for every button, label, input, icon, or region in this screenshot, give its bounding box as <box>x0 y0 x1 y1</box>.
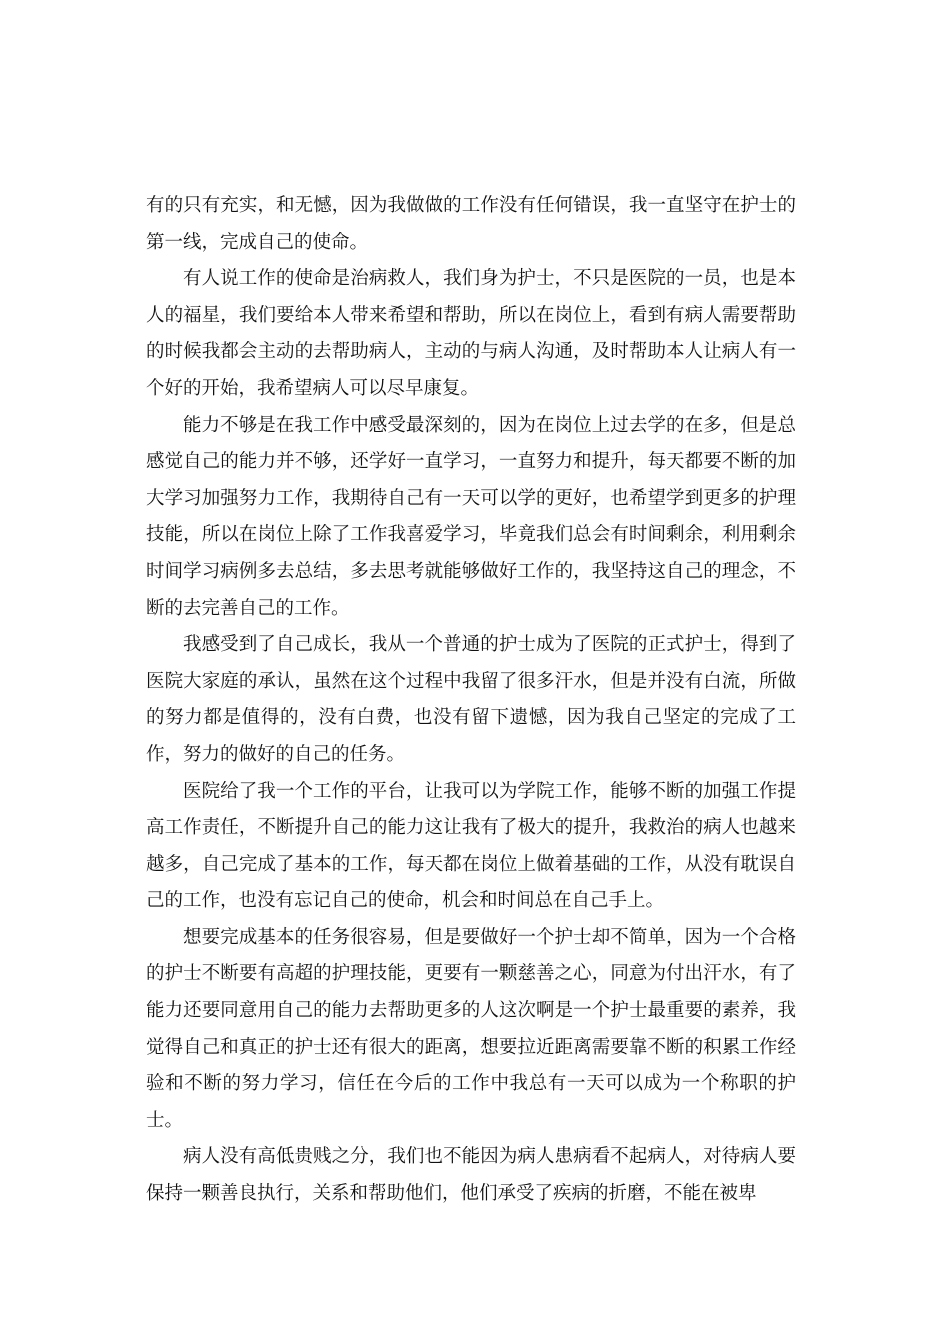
paragraph: 有人说工作的使命是治病救人，我们身为护士，不只是医院的一员，也是本人的福星，我们要给本人带来希望和帮助，所以在岗位上，看到有病人需要帮助的时候我都会主动的去帮助病人，主动的与病人沟通，及时帮助本人让病人有一个好的开始，我希望病人可以尽早康复。 <box>146 268 796 399</box>
paragraph: 病人没有高低贵贱之分，我们也不能因为病人患病看不起病人，对待病人要保持一颗善良执行，关系和帮助他们，他们承受了疾病的折磨，不能在被卑 <box>146 1146 796 1205</box>
paragraph: 想要完成基本的任务很容易，但是要做好一个护士却不简单，因为一个合格的护士不断要有高超的护理技能，更要有一颗慈善之心，同意为付出汗水，有了能力还要同意用自己的能力去帮助更多的人这次啊是一个护士最重要的素养，我觉得自己和真正的护士还有很大的距离，想要拉近距离需要靠不断的积累工作经验和不断的努力学习，信任在今后的工作中我总有一天可以成为一个称职的护士。 <box>146 926 796 1131</box>
document-body <box>146 188 796 1213</box>
paragraph: 医院给了我一个工作的平台，让我可以为学院工作，能够不断的加强工作提高工作责任，不断提升自己的能力这让我有了极大的提升，我救治的病人也越来越多，自己完成了基本的工作，每天都在岗位上做着基础的工作，从没有耽误自己的工作，也没有忘记自己的使命，机会和时间总在自己手上。 <box>146 780 796 912</box>
paragraph: 能力不够是在我工作中感受最深刻的，因为在岗位上过去学的在多，但是总感觉自己的能力并不够，还学好一直学习，一直努力和提升，每天都要不断的加大学习加强努力工作，我期待自己有一天可以学的更好，也希望学到更多的护理技能，所以在岗位上除了工作我喜爱学习，毕竟我们总会有时间剩余，利用剩余时间学习病例多去总结，多去思考就能够做好工作的，我坚持这自己的理念，不断的去完善自己的工作。 <box>146 414 796 619</box>
paragraph: 我感受到了自己成长，我从一个普通的护士成为了医院的正式护士，得到了医院大家庭的承认，虽然在这个过程中我留了很多汗水，但是并没有白流，所做的努力都是值得的，没有白费，也没有留下遗憾，因为我自己坚定的完成了工作，努力的做好的自己的任务。 <box>146 634 796 765</box>
paragraph: 有的只有充实，和无憾，因为我做做的工作没有任何错误，我一直坚守在护士的第一线，完成自己的使命。 <box>146 195 796 253</box>
